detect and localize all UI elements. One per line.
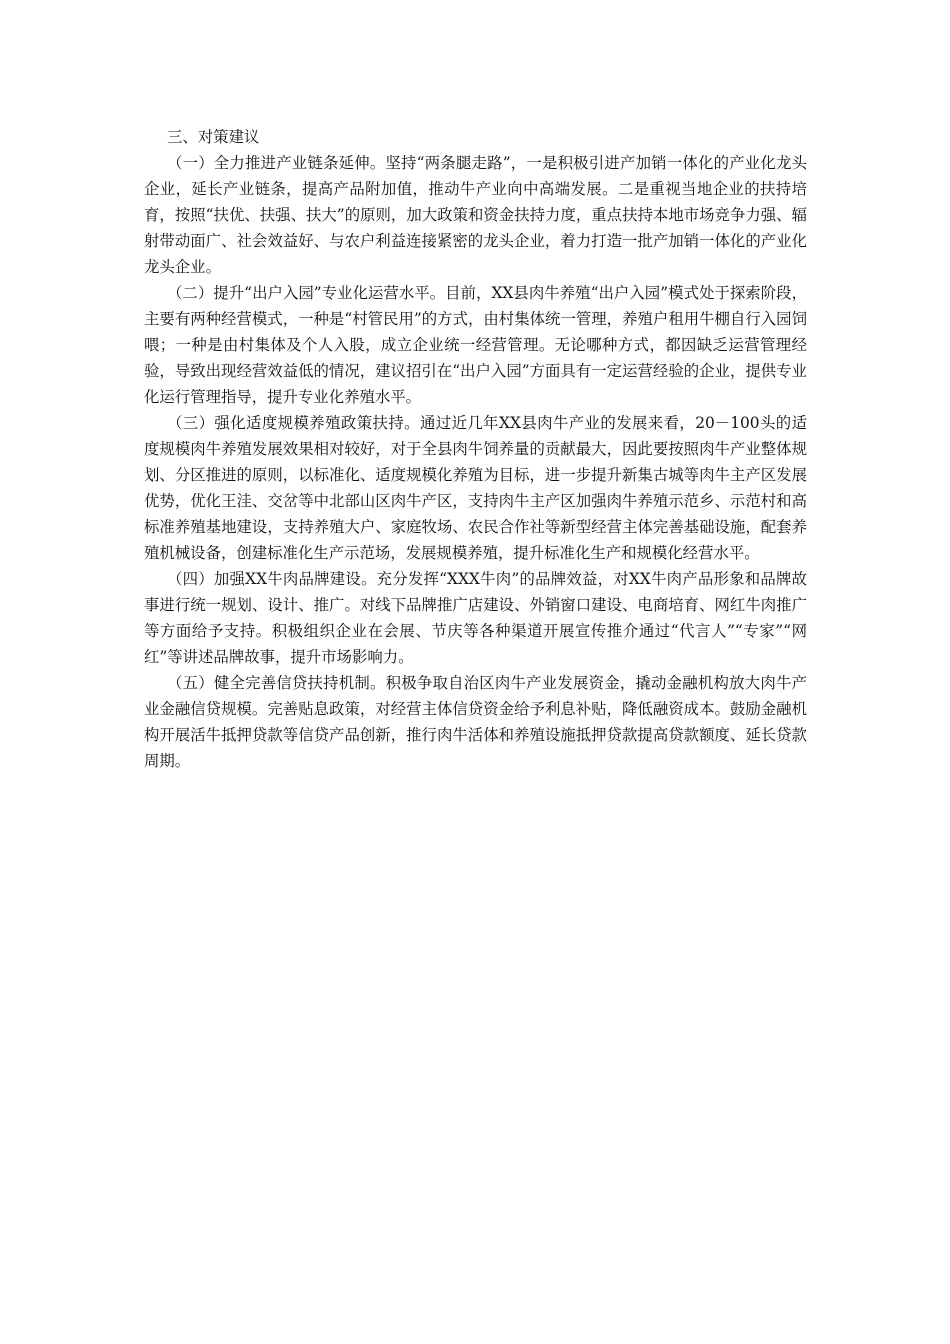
paragraph-brand-building: （四）加强XX牛肉品牌建设。充分发挥“XXX牛肉”的品牌效益，对XX牛肉产品形象和品牌故事进行统一规划、设计、推广。对线下品牌推广店建设、外销窗口建设、电商培育、网红牛肉推广等方面给予支持。积极组织企业在会展、节庆等各种渠道开展宣传推介通过“代言人”“专家”“网红”等讲述品牌故事，提升市场影响力。 — [144, 570, 807, 666]
document-body — [144, 124, 807, 774]
section-heading: 三、对策建议 — [167, 128, 260, 146]
paragraph-operation-level: （二）提升“出户入园”专业化运营水平。目前，XX县肉牛养殖“出户入园”模式处于探索阶段，主要有两种经营模式，一种是“村管民用”的方式，由村集体统一管理，养殖户租用牛棚自行入园饲喂；一种是由村集体及个人入股，成立企业统一经营管理。无论哪种方式，都因缺乏运营管理经验，导致出现经营效益低的情况，建议招引在“出户入园”方面具有一定运营经验的企业，提供专业化运行管理指导，提升专业化养殖水平。 — [144, 284, 807, 406]
paragraph-credit-support: （五）健全完善信贷扶持机制。积极争取自治区肉牛产业发展资金，撬动金融机构放大肉牛产业金融信贷规模。完善贴息政策，对经营主体信贷资金给予利息补贴，降低融资成本。鼓励金融机构开展活牛抵押贷款等信贷产品创新，推行肉牛活体和养殖设施抵押贷款提高贷款额度、延长贷款周期。 — [144, 674, 807, 770]
paragraph-scale-farming-policy: （三）强化适度规模养殖政策扶持。通过近几年XX县肉牛产业的发展来看，20－100头的适度规模肉牛养殖发展效果相对较好，对于全县肉牛饲养量的贡献最大，因此要按照肉牛产业整体规划、分区推进的原则，以标准化、适度规模化养殖为目标，进一步提升新集古城等肉牛主产区发展优势，优化王洼、交岔等中北部山区肉牛产区，支持肉牛主产区加强肉牛养殖示范乡、示范村和高标准养殖基地建设，支持养殖大户、家庭牧场、农民合作社等新型经营主体完善基础设施，配套养殖机械设备，创建标准化生产示范场，发展规模养殖，提升标准化生产和规模化经营水平。 — [144, 414, 807, 562]
paragraph-industry-chain: （一）全力推进产业链条延伸。坚持“两条腿走路”，一是积极引进产加销一体化的产业化龙头企业，延长产业链条，提高产品附加值，推动牛产业向中高端发展。二是重视当地企业的扶持培育，按照“扶优、扶强、扶大”的原则，加大政策和资金扶持力度，重点扶持本地市场竞争力强、辐射带动面广、社会效益好、与农户利益连接紧密的龙头企业，着力打造一批产加销一体化的产业化龙头企业。 — [144, 154, 807, 276]
